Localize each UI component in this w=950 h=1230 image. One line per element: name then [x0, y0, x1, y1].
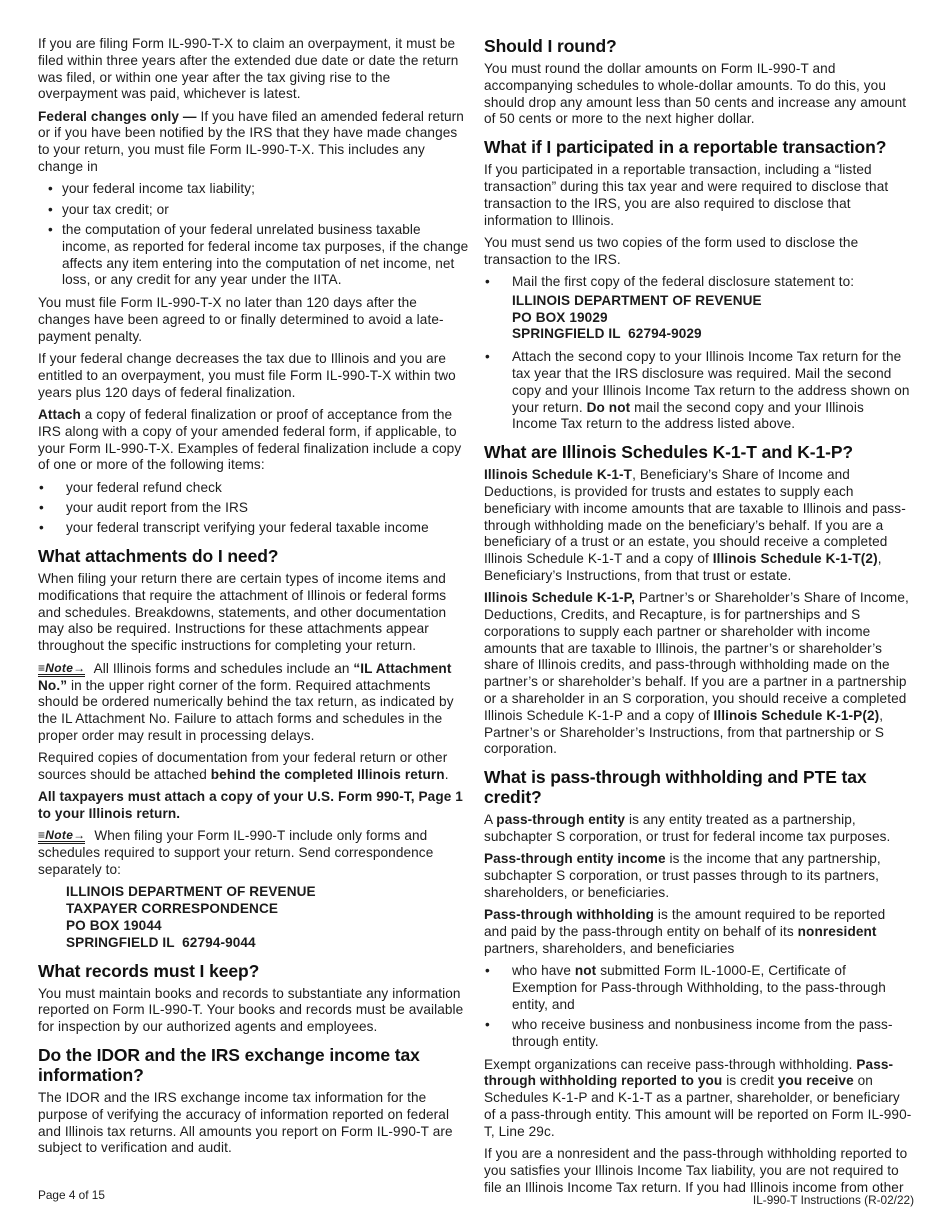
paragraph: [38, 407, 469, 474]
address-line: PO BOX 19029: [512, 309, 608, 325]
paragraph: [38, 661, 469, 745]
address-line: ILLINOIS DEPARTMENT OF REVENUE: [66, 884, 316, 900]
text: your federal transcript verifying your federal taxable income: [66, 520, 429, 536]
list-item-text: [66, 480, 222, 495]
text: All Illinois forms and schedules include an: [90, 660, 354, 676]
paragraph: [484, 61, 912, 128]
text: mail the second copy and your Illinois Income Tax return to the address listed above.: [512, 399, 864, 432]
bullet-marker: •: [39, 479, 44, 495]
text: , Beneficiary’s Instructions, from that trust or estate.: [484, 551, 882, 583]
text: Exempt organizations can receive pass-through withholding.: [484, 1056, 857, 1072]
section-heading: Should I round?: [484, 36, 617, 56]
bullet-marker: •: [485, 1016, 490, 1032]
list-item-text: [62, 222, 468, 287]
bullet-marker: •: [39, 520, 44, 536]
list-item-text: [512, 963, 886, 1012]
bold-text: Pass-through entity income: [484, 851, 666, 867]
section-heading: What records must I keep?: [38, 960, 260, 981]
address-line: PO BOX 19044: [66, 918, 162, 934]
paragraph: [38, 571, 469, 655]
paragraph: [38, 789, 469, 823]
bold-text: Federal changes only —: [38, 108, 201, 124]
text: You must maintain books and records to substantiate any information reported on Form IL-990-T. Your books and records must be available for inspection by our authorized agents and employees.: [38, 985, 464, 1035]
list-item: [38, 222, 469, 289]
paragraph: [484, 1057, 912, 1141]
bullet-marker: •: [48, 221, 53, 237]
bullet-list: [484, 963, 912, 1050]
paragraph: [484, 235, 912, 269]
paragraph: [38, 36, 469, 103]
bullet-marker: •: [39, 499, 44, 515]
paragraph: [484, 812, 912, 846]
text: is credit: [722, 1073, 778, 1089]
paragraph: [484, 590, 912, 758]
paragraph: [38, 109, 469, 176]
list-item: [484, 349, 912, 433]
list-item-text: [66, 520, 429, 535]
bold-text: Do not: [586, 399, 631, 415]
text: , Partner’s or Shareholder’s Instructions, from that partnership or S corporation.: [484, 707, 885, 757]
left-column: [38, 36, 469, 1202]
address-line: ILLINOIS DEPARTMENT OF REVENUE: [512, 292, 762, 308]
list-item: [38, 480, 469, 497]
page-number: Page 4 of 15: [38, 1188, 105, 1202]
section-heading: What attachments do I need?: [38, 546, 279, 567]
bullet-list: [38, 480, 469, 537]
text: is any entity treated as a partnership, subchapter S corporation, or trust for federal income tax purposes.: [484, 812, 891, 844]
list-item: [38, 520, 469, 537]
text: When filing your Form IL-990-T include only forms and schedules required to support your return. Send correspondence separately to:: [38, 828, 434, 878]
paragraph: [38, 295, 469, 345]
text: You must file Form IL-990-T-X no later than 120 days after the changes have been agreed to or finally determined to avoid a late-payment penalty.: [38, 295, 444, 344]
address-line: TAXPAYER CORRESPONDENCE: [66, 901, 279, 917]
list-item-text: [62, 181, 255, 196]
list-item-text: [512, 349, 910, 431]
bold-text: All taxpayers must attach a copy of your U.S. Form 990-T, Page 1 to your Illinois return.: [38, 789, 463, 822]
section-heading: What is pass-through withholding and PTE tax credit?: [484, 767, 867, 808]
list-item: [484, 963, 912, 1013]
address-block: [512, 293, 912, 343]
bold-text: pass-through entity: [496, 812, 626, 828]
text: Partner’s or Shareholder’s Share of Income, Deductions, Credits, and Recapture, is for partnerships and S corporations to supply each partner or shareholder with income amounts that are taxable to Illinois, the partner’s or shareholder’s share of Illinois credits, and pass-through withholding made on the partner’s or shareholder’s behalf. If you are a partner in a partnership or a shareholder in an S corporation, you should receive a completed Illinois Schedule K-1-P and a copy of: [484, 590, 909, 723]
bold-text: Illinois Schedule K-1-P(2): [713, 707, 880, 723]
text: Mail the first copy of the federal disclosure statement to:: [512, 273, 855, 289]
text: If you are filing Form IL-990-T-X to claim an overpayment, it must be filed within three years after the extended due date or date the return was filed, or within one year after the tax giving rise to the overpayment was paid, whichever is latest.: [38, 36, 459, 102]
bold-text: Attach: [38, 406, 81, 422]
address-block: [66, 884, 469, 951]
text: in the upper right corner of the form. Required attachments should be ordered numerically behind the tax return, as indicated by the IL Attachment No. Failure to attach forms and schedules in the proper order may result in processing delays.: [38, 677, 454, 743]
text: on Schedules K-1-P and K-1-T as a partner, shareholder, or beneficiary of a pass-through entity. This amount will be reported on Form IL-990-T, Line 29c.: [484, 1073, 912, 1139]
bold-text: Pass-through withholding reported to you: [484, 1056, 894, 1089]
text: If you have filed an amended federal return or if you have been notified by the IRS that they have made changes to your return, you must file Form IL-990-T-X. This includes any change in: [38, 108, 464, 175]
text: partners, shareholders, and beneficiaries: [484, 940, 735, 956]
paragraph: [484, 467, 912, 585]
text: a copy of federal finalization or proof of acceptance from the IRS along with a copy of your amended federal form, if applicable, to your Form IL-990-T-X. Examples of federal finalization include a copy of one or more of the following items:: [38, 406, 462, 473]
address-line: SPRINGFIELD IL 62794-9029: [512, 326, 702, 342]
list-item-text: [512, 274, 854, 289]
bullet-marker: •: [485, 963, 490, 979]
paragraph: [484, 851, 912, 901]
list-item: [484, 1017, 912, 1051]
list-item-text: [512, 1017, 893, 1049]
text: your audit report from the IRS: [66, 499, 249, 515]
bullet-marker: •: [485, 349, 490, 365]
bold-text: you receive: [777, 1073, 854, 1089]
bold-text: Illinois Schedule K-1-T: [484, 467, 633, 483]
text: is the income that any partnership, subchapter S corporation, or trust passes through to its partners, shareholders, or beneficiaries.: [484, 851, 881, 900]
text: your tax credit; or: [62, 201, 169, 217]
list-item: [38, 181, 469, 198]
text: The IDOR and the IRS exchange income tax information for the purpose of verifying the accuracy of information reported on federal and Illinois tax returns. All amounts you report on Form IL-990-T are subject to verification and audit.: [38, 1090, 453, 1156]
bold-text: Illinois Schedule K-1-P,: [484, 590, 635, 606]
text: You must round the dollar amounts on Form IL-990-T and accompanying schedules to whole-dollar amounts. To do this, you should drop any amount less than 50 cents and increase any amount of 50 cents or more to the next higher dollar.: [484, 61, 907, 127]
paragraph: [484, 907, 912, 957]
bullet-list: [484, 274, 912, 291]
paragraph: [484, 1146, 912, 1196]
bullet-marker: •: [485, 273, 490, 289]
bullet-marker: •: [48, 181, 53, 197]
text: When filing your return there are certain types of income items and modifications that require the attachment of Illinois or federal forms and schedules. Breakdowns, statements, and other documentation may also be required. Instructions for these attachments appear throughout the specific instructions for completing your return.: [38, 571, 447, 654]
paragraph: [38, 351, 469, 401]
text: your federal refund check: [66, 479, 222, 495]
section-heading: What are Illinois Schedules K-1-T and K-1-P?: [484, 442, 853, 463]
text: If you participated in a reportable transaction, including a “listed transaction” during this tax year and were required to disclose that transaction to the IRS, you are also required to disclose that information to Illinois.: [484, 162, 889, 228]
bullet-list: [484, 349, 912, 433]
document-revision-label: IL-990-T Instructions (R-02/22): [752, 1193, 914, 1207]
list-item: [484, 274, 912, 291]
list-item: [38, 500, 469, 517]
text: who have: [512, 963, 575, 979]
text: , Beneficiary’s Share of Income and Deductions, is provided for trusts and estates to supply each beneficiary with income amounts that are taxable to Illinois and pass-through withholding made on the beneficiary’s behalf. If you are a beneficiary of a trust or an estate, you should receive a completed Illinois Schedule K-1-T and a copy of: [484, 467, 906, 567]
right-column: [484, 36, 912, 1202]
bold-text: behind the completed Illinois return: [210, 766, 445, 782]
note-icon: ≡Note→: [38, 828, 86, 843]
list-item-text: [62, 202, 169, 217]
bold-text: Illinois Schedule K-1-T(2): [712, 551, 878, 567]
address-line: SPRINGFIELD IL 62794-9044: [66, 934, 256, 950]
paragraph: [38, 750, 469, 784]
note-icon: ≡Note→: [38, 660, 86, 675]
text: the computation of your federal unrelated business taxable income, as reported for federal income tax purposes, if the change affects any item entering into the computation of net income, net loss, or any credit for any year under the IITA.: [62, 221, 469, 288]
bold-text: nonresident: [797, 923, 877, 939]
bold-text: not: [574, 963, 597, 979]
bold-text: Pass-through withholding: [484, 907, 655, 923]
text: your federal income tax liability;: [62, 181, 256, 197]
paragraph: [38, 1090, 469, 1157]
section-heading: Do the IDOR and the IRS exchange income tax information?: [38, 1045, 420, 1086]
text: who receive business and nonbusiness income from the pass-through entity.: [512, 1016, 893, 1049]
text: If your federal change decreases the tax due to Illinois and you are entitled to an overpayment, you must file Form IL-990-T-X within two years plus 120 days of federal finalization.: [38, 351, 456, 400]
bullet-list: [38, 181, 469, 289]
list-item: [38, 202, 469, 219]
text: You must send us two copies of the form used to disclose the transaction to the IRS.: [484, 234, 859, 267]
text: submitted Form IL-1000-E, Certificate of Exemption for Pass-through Withholding, to the pass-through entity, and: [512, 963, 886, 1012]
text: If you are a nonresident and the pass-through withholding reported to you satisfies your Illinois Income Tax liability, you are not required to file an Illinois Income Tax return. If you had Illinois income from other: [484, 1146, 908, 1195]
paragraph: [484, 162, 912, 229]
text: .: [444, 766, 449, 782]
paragraph: [38, 986, 469, 1036]
section-heading: What if I participated in a reportable transaction?: [484, 137, 887, 158]
text: Required copies of documentation from your federal return or other sources should be attached: [38, 750, 448, 782]
text: Attach the second copy to your Illinois Income Tax return for the tax year that the IRS disclosure was required. Mail the second copy and your Illinois Income Tax return to the address shown on your return.: [512, 349, 910, 415]
text: A: [484, 812, 497, 828]
list-item-text: [66, 500, 248, 515]
bold-text: “IL Attachment No.”: [38, 660, 452, 693]
paragraph: [38, 828, 469, 879]
text: is the amount required to be reported and paid by the pass-through entity on behalf of its: [484, 907, 886, 939]
bullet-marker: •: [48, 201, 53, 217]
